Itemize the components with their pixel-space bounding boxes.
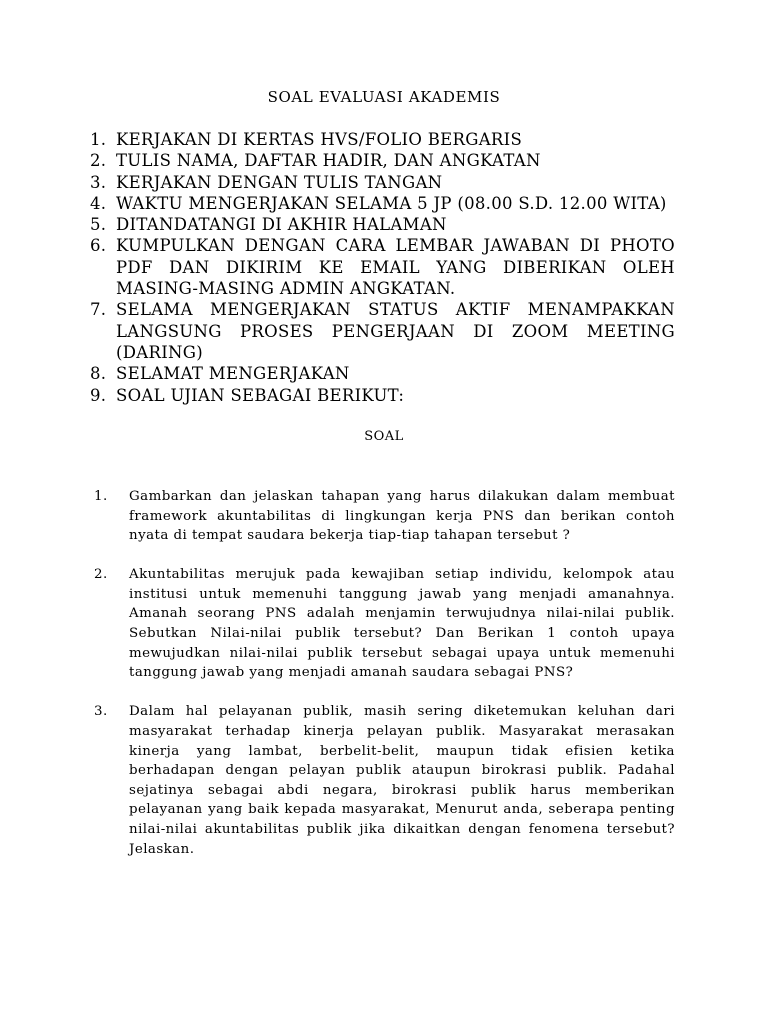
instruction-number: 3. [90,172,107,192]
instruction-item [90,235,675,299]
instruction-number: 1. [90,130,107,149]
instruction-number: 5. [90,215,107,235]
instruction-item [90,129,675,150]
instruction-item [90,150,675,171]
instruction-text: TULIS NAMA, DAFTAR HADIR, DAN ANGKATAN [116,151,541,171]
instruction-item [90,385,675,406]
instruction-number: 4. [90,193,107,213]
instruction-item [90,363,675,384]
instruction-item [90,172,675,193]
instruction-text: SELAMAT MENGERJAKAN [116,364,350,384]
instruction-number: 8. [90,364,107,384]
instruction-number: 9. [90,385,107,405]
question-item [94,702,675,859]
instruction-item [90,299,675,363]
question-number: 1. [94,489,108,504]
question-item [94,487,675,546]
question-text: Dalam hal pelayanan publik, masih sering diketemukan keluhan dari masyarakat terhadap kinerja pelayan publik. Masyarakat merasakan kinerja yang lambat, berbelit-belit, maupun tidak efisien ketika berhadapan dengan pelayan publik ataupun birokrasi publik. Padahal sejatinya sebagai abdi negara, birokrasi publik harus memberikan pelayanan yang baik kepada masyarakat, Menurut anda, seberapa penting nilai-nilai akuntabilitas publik jika dikaitkan dengan fenomena tersebut? Jelaskan. [129,704,675,857]
instruction-text: DITANDATANGI DI AKHIR HALAMAN [116,215,447,235]
instruction-item [90,193,675,214]
section-heading: SOAL [364,429,404,444]
instruction-text: WAKTU MENGERJAKAN SELAMA 5 JP (08.00 S.D. 12.00 WITA) [116,193,667,213]
instruction-number: 2. [90,151,107,171]
question-text: Akuntabilitas merujuk pada kewajiban setiap individu, kelompok atau institusi untuk memenuhi tanggung jawab yang menjadi amanahnya. Amanah seorang PNS adalah menjamin terwujudnya nilai-nilai publik. Sebutkan Nilai-nilai publik tersebut? Dan Berikan 1 contoh upaya mewujudkan nilai-nilai publik tersebut sebagai upaya untuk memenuhi tanggung jawab yang menjadi amanah saudara sebagai PNS? [129,567,675,681]
instruction-text: SOAL UJIAN SEBAGAI BERIKUT: [116,385,405,405]
question-list [94,487,675,879]
question-number: 2. [94,567,108,583]
instruction-list [90,129,675,406]
instruction-number: 6. [90,236,107,256]
question-item [94,565,675,683]
question-text: Gambarkan dan jelaskan tahapan yang harus dilakukan dalam membuat framework akuntabilitas di lingkungan kerja PNS dan berikan contoh nyata di tempat saudara bekerja tiap-tiap tahapan tersebut ? [129,489,675,544]
instruction-text: KERJAKAN DI KERTAS HVS/FOLIO BERGARIS [116,130,523,149]
question-number: 3. [94,704,108,720]
instruction-item [90,214,675,235]
page-title: SOAL EVALUASI AKADEMIS [267,88,501,106]
instruction-text: KERJAKAN DENGAN TULIS TANGAN [116,172,443,192]
instruction-number: 7. [90,300,107,320]
instruction-text: KUMPULKAN DENGAN CARA LEMBAR JAWABAN DI PHOTO PDF DAN DIKIRIM KE EMAIL YANG DIBERIKAN OLEH MASING-MASING ADMIN ANGKATAN. [116,236,675,299]
instruction-text: SELAMA MENGERJAKAN STATUS AKTIF MENAMPAKKAN LANGSUNG PROSES PENGERJAAN DI ZOOM MEETING (DARING) [116,300,675,362]
